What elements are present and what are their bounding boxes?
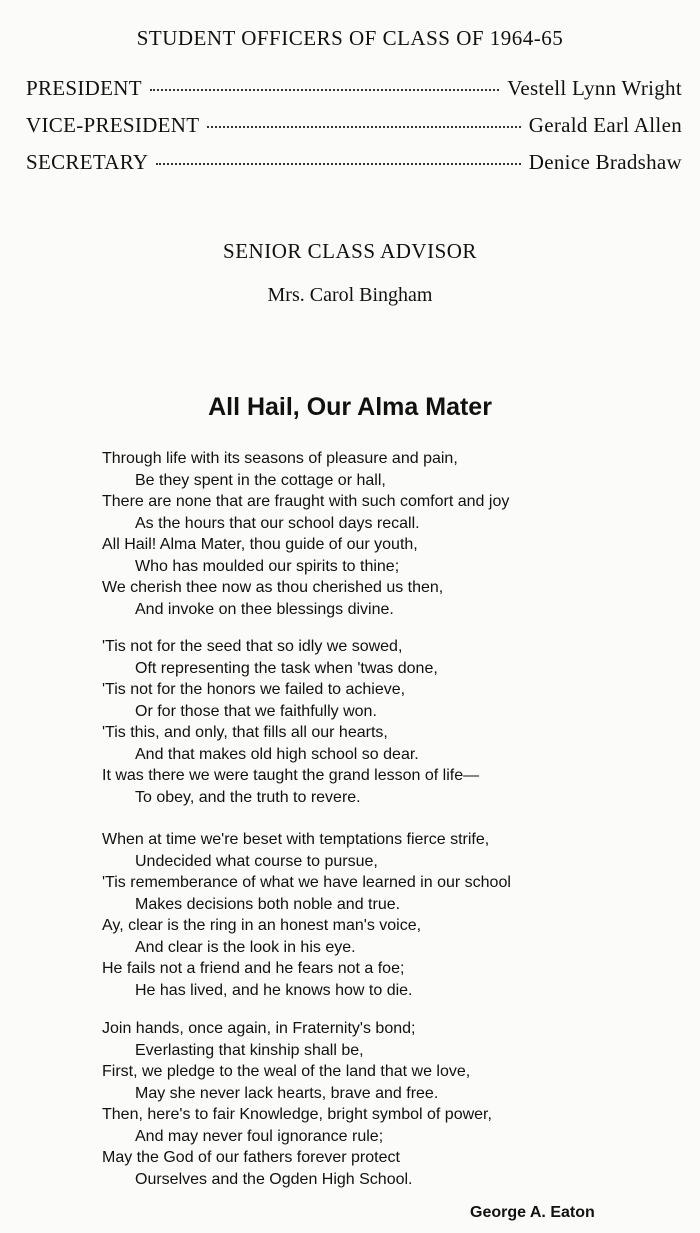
verse-line: It was there we were taught the grand lesson of life—: [102, 767, 480, 784]
verse-line: 'Tis not for the honors we failed to achieve,: [102, 681, 406, 698]
dot-leader: [156, 163, 520, 165]
stanza-1: [102, 448, 692, 620]
verse-line: Ay, clear is the ring in an honest man's voice,: [102, 917, 422, 934]
officers-heading: STUDENT OFFICERS OF CLASS OF 1964-65: [136, 26, 564, 50]
verse-line: 'Tis rememberance of what we have learned in our school: [102, 874, 511, 891]
advisor-name: Mrs. Carol Bingham: [267, 284, 433, 306]
verse-line: Through life with its seasons of pleasure and pain,: [102, 450, 458, 467]
verse-line: When at time we're beset with temptations fierce strife,: [102, 831, 490, 848]
dot-leader: [150, 89, 499, 91]
dot-leader: [207, 126, 520, 128]
officer-name: Gerald Earl Allen: [528, 113, 682, 137]
officer-row-secretary: [26, 150, 682, 175]
officer-role: SECRETARY: [26, 150, 149, 174]
verse-line: Everlasting that kinship shall be,: [135, 1041, 364, 1059]
stanza-4: [102, 1018, 692, 1190]
verse-line: 'Tis not for the seed that so idly we sowed,: [102, 638, 403, 655]
officer-row-vice-president: [26, 113, 682, 138]
stanza-2: [102, 636, 692, 808]
verse-line: Makes decisions both noble and true.: [135, 895, 401, 913]
verse-line: And invoke on thee blessings divine.: [135, 600, 394, 618]
officer-name: Vestell Lynn Wright: [507, 76, 682, 100]
verse-line: Then, here's to fair Knowledge, bright symbol of power,: [102, 1106, 492, 1123]
officer-role: PRESIDENT: [26, 76, 142, 100]
verse-line: Undecided what course to pursue,: [135, 852, 378, 870]
officer-row-president: [26, 76, 682, 101]
officer-role: VICE-PRESIDENT: [26, 113, 200, 137]
stanza-3: [102, 829, 692, 1001]
verse-line: As the hours that our school days recall.: [135, 514, 420, 532]
verse-line: He fails not a friend and he fears not a foe;: [102, 960, 405, 977]
verse-line: All Hail! Alma Mater, thou guide of our youth,: [102, 536, 418, 553]
advisor-heading: SENIOR CLASS ADVISOR: [223, 239, 477, 263]
officer-name: Denice Bradshaw: [528, 150, 682, 174]
verse-line: Oft representing the task when 'twas done,: [135, 659, 438, 677]
verse-line: And clear is the look in his eye.: [135, 938, 356, 956]
song-title: All Hail, Our Alma Mater: [208, 393, 492, 421]
verse-line: We cherish thee now as thou cherished us then,: [102, 579, 444, 596]
verse-line: May the God of our fathers forever protect: [102, 1149, 400, 1166]
verse-line: First, we pledge to the weal of the land that we love,: [102, 1063, 471, 1080]
verse-line: Join hands, once again, in Fraternity's bond;: [102, 1020, 416, 1037]
verse-line: And may never foul ignorance rule;: [135, 1127, 384, 1145]
verse-line: And that makes old high school so dear.: [135, 745, 419, 763]
song-author: George A. Eaton: [470, 1204, 595, 1221]
verse-line: Or for those that we faithfully won.: [135, 702, 377, 720]
verse-line: 'Tis this, and only, that fills all our hearts,: [102, 724, 388, 741]
verse-line: He has lived, and he knows how to die.: [135, 981, 413, 999]
verse-line: Ourselves and the Ogden High School.: [135, 1170, 413, 1188]
verse-line: To obey, and the truth to revere.: [135, 788, 361, 806]
verse-line: There are none that are fraught with such comfort and joy: [102, 493, 510, 510]
verse-line: May she never lack hearts, brave and free.: [135, 1084, 439, 1102]
verse-line: Who has moulded our spirits to thine;: [135, 557, 400, 575]
verse-line: Be they spent in the cottage or hall,: [135, 471, 386, 489]
